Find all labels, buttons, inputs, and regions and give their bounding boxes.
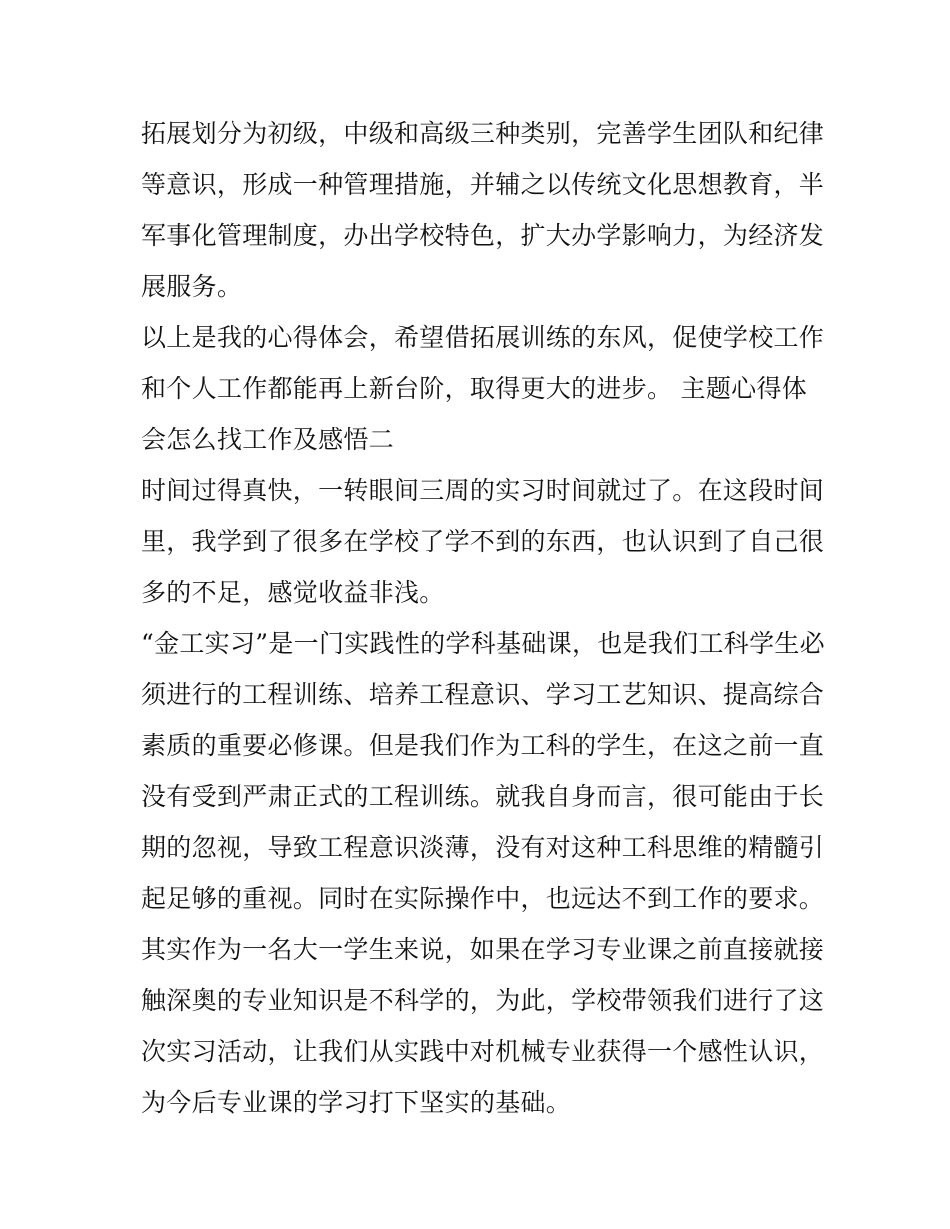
text-line: 会怎么找工作及感悟二 — [141, 425, 395, 454]
text-line: “金工实习”是一门实践性的学科基础课，也是我们工科学生必 — [141, 629, 825, 658]
text-line: 展服务。 — [141, 272, 243, 301]
text-line: 其实作为一名大一学生来说，如果在学习专业课之前直接就接 — [141, 935, 825, 964]
text-line: 没有受到严肃正式的工程训练。就我自身而言，很可能由于长 — [141, 782, 825, 811]
text-line: 须进行的工程训练、培养工程意识、学习工艺知识、提高综合 — [141, 680, 825, 709]
body-text — [141, 108, 825, 1128]
text-line: 为今后专业课的学习打下坚实的基础。 — [141, 1088, 572, 1117]
text-line: 和个人工作都能再上新台阶，取得更大的进步。 主题心得体 — [141, 374, 808, 403]
text-line: 军事化管理制度，办出学校特色，扩大办学影响力，为经济发 — [141, 221, 825, 250]
text-line: 时间过得真快，一转眼间三周的实习时间就过了。在这段时间 — [141, 476, 825, 505]
text-line: 素质的重要必修课。但是我们作为工科的学生，在这之前一直 — [141, 731, 825, 760]
text-line: 触深奥的专业知识是不科学的，为此，学校带领我们进行了这 — [141, 986, 825, 1015]
text-line: 以上是我的心得体会，希望借拓展训练的东风，促使学校工作 — [141, 323, 825, 352]
text-line: 拓展划分为初级，中级和高级三种类别，完善学生团队和纪律 — [141, 119, 825, 148]
text-line: 次实习活动，让我们从实践中对机械专业获得一个感性认识， — [141, 1037, 825, 1066]
text-line: 等意识，形成一种管理措施，并辅之以传统文化思想教育，半 — [141, 170, 825, 199]
text-line: 起足够的重视。同时在实际操作中，也远达不到工作的要求。 — [141, 884, 825, 913]
text-line: 里，我学到了很多在学校了学不到的东西，也认识到了自己很 — [141, 527, 825, 556]
text-line: 期的忽视，导致工程意识淡薄，没有对这种工科思维的精髓引 — [141, 833, 825, 862]
text-line: 多的不足，感觉收益非浅。 — [141, 578, 445, 607]
